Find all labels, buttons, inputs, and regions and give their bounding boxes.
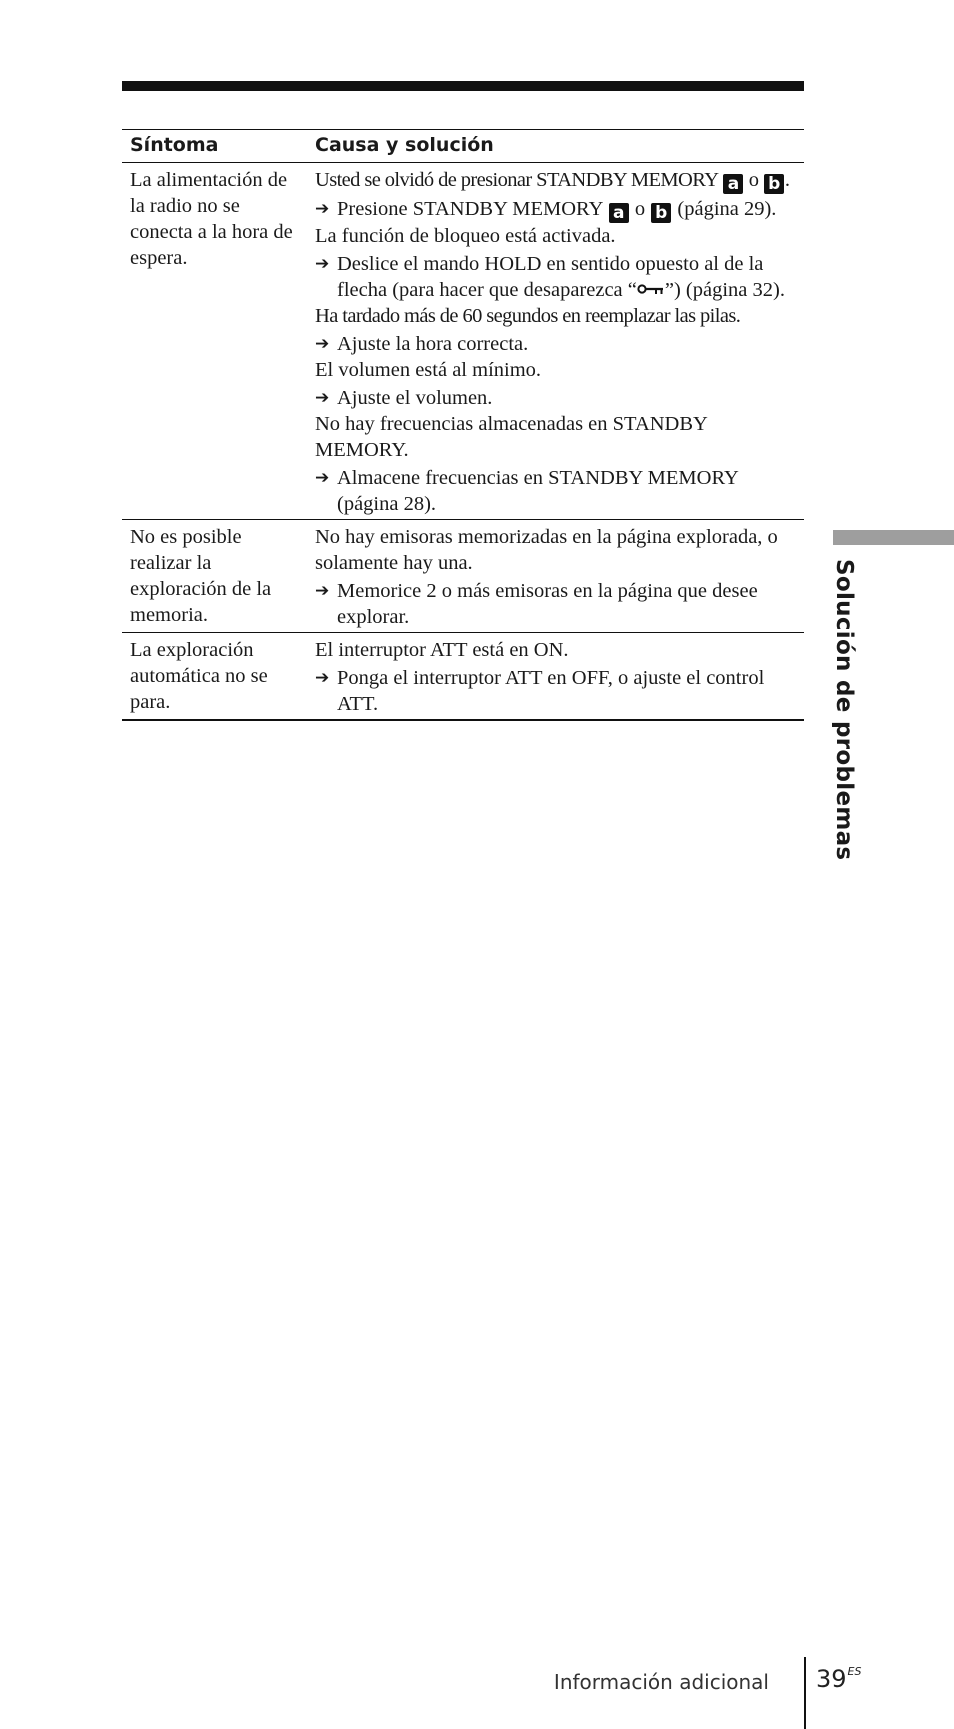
symptom-cell: La exploración automática no se para.: [122, 633, 309, 721]
language-code: ES: [847, 1665, 862, 1678]
button-a-icon: a: [723, 174, 743, 194]
symptom-cell: No es posible realizar la exploración de la memoria.: [122, 520, 309, 633]
cause-cell: [309, 633, 804, 721]
top-rule: [122, 81, 804, 91]
solution-text: ➔ Deslice el mando HOLD en sentido opuesto al de la flecha (para hacer que desaparezca “ ”) (página 32).: [315, 253, 785, 301]
footer-divider: [804, 1657, 806, 1729]
cause-text: El interruptor ATT está en ON.: [315, 639, 569, 661]
button-b-icon: b: [764, 174, 784, 194]
table-row: [122, 163, 804, 520]
cause-cell: [309, 163, 804, 520]
cause-text: El volumen está al mínimo.: [315, 359, 542, 381]
solution-text: ➔ Memorice 2 o más emisoras en la página que desee explorar.: [315, 580, 758, 628]
button-b-icon: b: [651, 203, 671, 223]
key-lock-icon: [637, 283, 665, 295]
solution-text: ➔ Almacene frecuencias en STANDBY MEMORY (página 28).: [315, 467, 739, 515]
table-header-row: [122, 130, 804, 163]
solution-text: ➔ Ajuste el volumen.: [315, 387, 493, 409]
arrow-icon: ➔: [315, 581, 330, 601]
button-a-icon: a: [609, 203, 629, 223]
solution-text: ➔ Presione STANDBY MEMORY a o b (página 29).: [315, 198, 777, 223]
cause-text: Usted se olvidó de presionar STANDBY MEMORY a o b .: [315, 169, 790, 194]
table-row: [122, 520, 804, 633]
cause-text: No hay emisoras memorizadas en la página explorada, o solamente hay una.: [315, 526, 778, 574]
cause-cell: [309, 520, 804, 633]
side-tab-marker: [833, 530, 954, 545]
section-side-title: Solución de problemas: [831, 559, 857, 861]
arrow-icon: ➔: [315, 468, 330, 488]
symptom-cell: La alimentación de la radio no se conecta a la hora de espera.: [122, 163, 309, 520]
table-row: [122, 633, 804, 721]
arrow-icon: ➔: [315, 254, 330, 274]
cause-text: La función de bloqueo está activada.: [315, 225, 616, 247]
troubleshooting-table: [122, 129, 804, 721]
solution-text: ➔ Ajuste la hora correcta.: [315, 333, 529, 355]
arrow-icon: ➔: [315, 388, 330, 408]
cause-text: No hay frecuencias almacenadas en STANDBY MEMORY.: [315, 413, 708, 461]
cause-text: Ha tardado más de 60 segundos en reemplazar las pilas.: [315, 305, 741, 327]
header-symptom: Síntoma: [122, 130, 309, 163]
footer-section-label: Información adicional: [553, 1670, 769, 1694]
arrow-icon: ➔: [315, 199, 330, 219]
arrow-icon: ➔: [315, 334, 330, 354]
arrow-icon: ➔: [315, 668, 330, 688]
page-number: $39^{ES}$: [816, 1665, 862, 1693]
solution-text: ➔ Ponga el interruptor ATT en OFF, o ajuste el control ATT.: [315, 667, 765, 715]
header-cause: Causa y solución: [309, 130, 804, 163]
